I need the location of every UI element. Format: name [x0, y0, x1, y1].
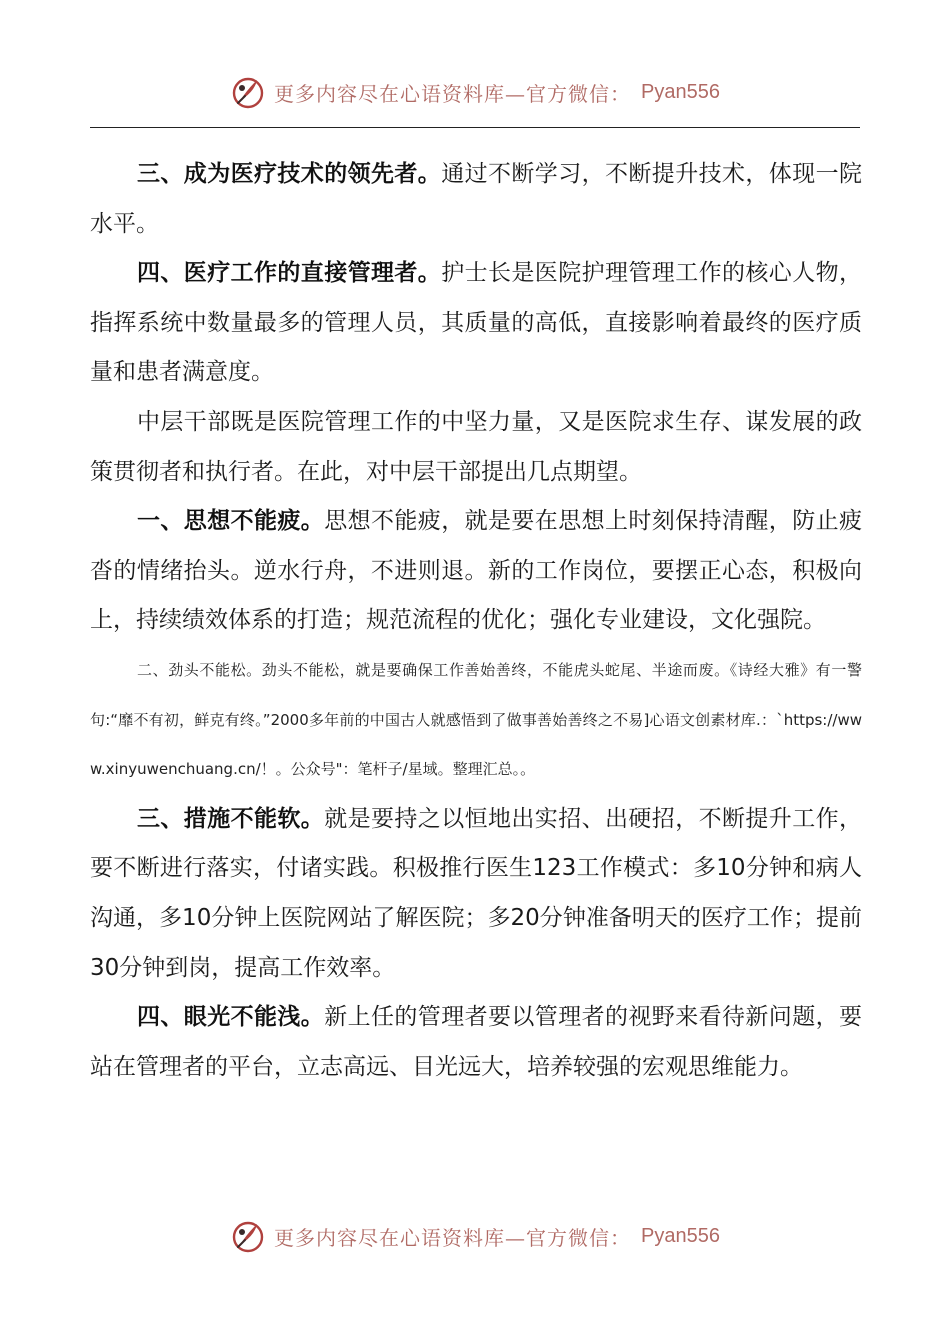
quill-logo-icon [230, 74, 266, 110]
header-banner-text: 更多内容尽在心语资料库—官方微信： [274, 81, 632, 106]
paragraph-text: 思想不能疲，就是要在思想上时刻保持清醒，防止疲沓的情绪抬头。逆水行舟，不进则退。新的工作岗位，要摆正心态，积极向上，持续绩效体系的打造；规范流程的优化；强化专业建设，文化强院。 [90, 508, 863, 634]
small-paragraph: 二、劲头不能松。劲头不能松，就是要确保工作善始善终，不能虎头蛇尾、半途而废。《诗经大雅》有一警句:“靡不有初，鲜克有终。”2000多年前的中国古人就感悟到了做事善始善终之不易]心语文创素材库.：`https://www.xinyuwenchuang.cn/！。公众号"：笔杆子/星域。整理汇总。。 [90, 660, 862, 779]
header-wechat-id: Pyan556 [641, 80, 720, 103]
paragraph-heading: 三、成为医疗技术的领先者。 [137, 161, 442, 187]
footer-banner-text: 更多内容尽在心语资料库—官方微信： [274, 1225, 632, 1250]
paragraph-text: 新上任的管理者要以管理者的视野来看待新问题，要站在管理者的平台，立志高远、目光远大，培养较强的宏观思维能力。 [90, 1004, 863, 1080]
footer-wechat-id: Pyan556 [641, 1224, 720, 1247]
paragraph [90, 398, 862, 497]
paragraph-text: 中层干部既是医院管理工作的中坚力量，又是医院求生存、谋发展的政策贯彻者和执行者。在此，对中层干部提出几点期望。 [90, 408, 862, 485]
paragraph [90, 497, 862, 646]
document-body [90, 150, 862, 1092]
paragraph-text: 就是要持之以恒地出实招、出硬招，不断提升工作，要不断进行落实，付诸实践。积极推行医生123工作模式：多10分钟和病人沟通，多10分钟上医院网站了解医院；多20分钟准备明天的医疗工作；提前30分钟到岗，提高工作效率。 [90, 805, 863, 981]
quill-logo-icon [230, 1218, 266, 1254]
paragraph [90, 249, 862, 398]
header-banner [0, 72, 950, 112]
paragraph [90, 795, 862, 993]
paragraph-heading: 一、思想不能疲。 [137, 508, 325, 535]
paragraph-heading: 三、措施不能软。 [137, 805, 325, 832]
paragraph-heading: 四、眼光不能浅。 [137, 1004, 325, 1031]
paragraph-heading: 四、医疗工作的直接管理者。 [137, 260, 442, 287]
paragraph [90, 150, 862, 249]
paragraph [90, 993, 862, 1092]
paragraph-text: 护士长是医院护理管理工作的核心人物，指挥系统中数量最多的管理人员，其质量的高低，直接影响着最终的医疗质量和患者满意度。 [90, 260, 863, 386]
header-divider [90, 127, 860, 128]
footer-banner [0, 1216, 950, 1256]
paragraph-text: 通过不断学习，不断提升技术，体现一院水平。 [90, 161, 863, 237]
